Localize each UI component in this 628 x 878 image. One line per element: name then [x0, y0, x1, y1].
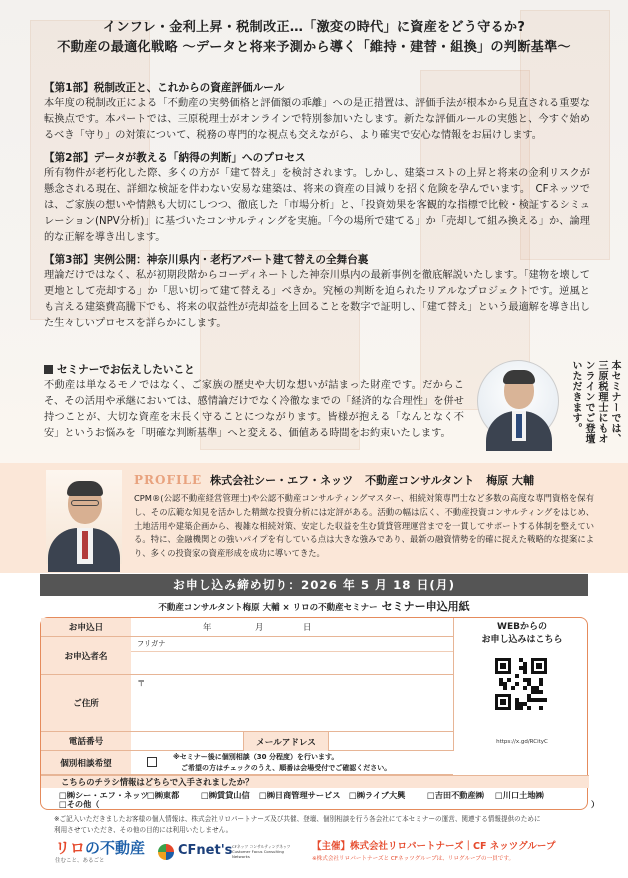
email-field[interactable]: [331, 732, 451, 751]
consult-checkbox[interactable]: [147, 757, 157, 767]
seminar-message: [44, 362, 464, 442]
source-question: こちらのチラシ情報はどちらで入手されましたか？: [41, 775, 589, 788]
source-other[interactable]: □その他（: [59, 799, 100, 809]
source-option[interactable]: □㈱日商管理サービス: [259, 790, 341, 800]
section-3-title: 【第3部】実例公開：神奈川県内・老朽アパート建て替えの全舞台裏: [44, 254, 369, 266]
cfnets-mark-icon: [158, 844, 174, 860]
form-row-date: [41, 618, 453, 637]
consultant-photo: [46, 470, 122, 564]
email-label: メールアドレス: [244, 732, 328, 751]
profile-role: 不動産コンサルタント: [365, 474, 475, 487]
section-2-text: 所有物件が老朽化した際、多くの方が「建て替え」を検討されます。しかし、建築コストの上昇と将来の金利リスクが懸念される現在、詳細な検証を伴わない安易な建築は、将来の資産の目減りを招く危険を孕んでいます。 CFネッツでは、ご家族の想いや情熱も大切にしつつ、徹底した「市場分析」と、「投資効果を客観的な指標で比較・検証するシミュレーション(NPV分析)」に基づいたコンサルティングを実施。「今の場所で建てる」か「売却して組み換える」か、論理的な正解を導き出します。: [44, 168, 590, 243]
address-label: ご住所: [41, 675, 131, 731]
web-application: [453, 618, 589, 751]
profile-heading: [134, 472, 534, 489]
headline-line2: 不動産の最適化戦略 ～データと将来予測から導く「維持・建替・組換」の判断基準～: [57, 40, 571, 55]
form-row-name: [41, 637, 453, 675]
web-title-1: WEBからの: [497, 622, 547, 632]
program-sections: [44, 80, 590, 332]
date-field[interactable]: 年 月 日: [203, 622, 312, 632]
form-row-contact: [41, 732, 453, 751]
form-row-consult: [41, 751, 453, 775]
source-option[interactable]: □㈱ライブ大興: [349, 790, 406, 800]
name-field[interactable]: [137, 652, 447, 674]
qr-url: https://x.gd/RCityC: [496, 739, 548, 745]
source-option[interactable]: □㈱シー・エフ・ネッツ: [59, 790, 149, 800]
relo-logo: リロの不動産 住むこと、あるごと: [55, 839, 146, 864]
headline-line1: インフレ・金利上昇・税制改正…「激変の時代」に資産をどう守るか?: [102, 20, 526, 35]
form-row-address: [41, 675, 453, 732]
form-title-small: 不動産コンサルタント梅原 大輔 × リロの不動産セミナー: [158, 603, 378, 613]
host-organizer: 【主催】株式会社リロパートナーズ｜CF ネッツグループ: [312, 841, 556, 852]
furigana-label: フリガナ: [137, 639, 166, 648]
qr-code-icon[interactable]: [495, 658, 547, 710]
deadline-banner: お申し込み締め切り：2026 年 5 月 18 日(月): [40, 574, 588, 596]
headline: [0, 18, 628, 58]
consult-label: 個別相談希望: [41, 751, 131, 774]
postal-mark: 〒: [137, 678, 146, 688]
section-1-text: 本年度の税制改正による「不動産の実勢価格と評価額の乖離」への是正措置は、評価手法が根本から見直される重要な転換点です。本パートでは、三原税理士がオンラインで特別参加いたします。新たな評価ルールの実態と、今すぐ始めるべき「守り」の対策について、税務の専門的な視点も交えながら、より確実で安心な情報をお届けします。: [44, 98, 590, 141]
privacy-footnote: ※ご記入いただきましたお客様の個人情報は、株式会社リロパートナーズ及び共催、登壇、個別相談を行う各会社にて本セミナーの運営、関連する情報提供のために 利用させていただき、その他の目的には利用いたしません。: [54, 815, 541, 834]
section-3-text: 理論だけではなく、私が初期段階からコーディネートした神奈川県内の最新事例を徹底解説いたします。「建物を壊して更地として売却する」か「思い切って建て替える」べきか。究極の判断を迫られたリアルなプロジェクトです。逆風とも言える建築費高騰下でも、将来の収益性が売却益を上回ることを数字で証明し、「建て替え」という最適解を導き出した生々しいプロセスを詳らかにします。: [44, 270, 590, 329]
source-option[interactable]: □㈱東都: [147, 790, 180, 800]
source-option[interactable]: □川口土地㈱: [495, 790, 544, 800]
tax-accountant-photo: [477, 360, 559, 442]
host-note: ※株式会社リロパートナーズと CFネッツグループは、リログループの一員です。: [312, 856, 515, 862]
consult-note-2: ご希望の方はチェックのうえ、順番は会場受付でご確認ください。: [181, 764, 392, 772]
profile-text: CPM®(公認不動産経営管理士)や公認不動産コンサルティングマスター、相続対策専門士など多数の高度な専門資格を保有し、その広範な知見を活かした精緻な投資分析には定評がある。活動の幅は広く、不動産投資コンサルティングをはじめ、土地活用や建築企画から、複雑な相続対策、安定した収益を生む賃貸管理運営までを一貫してサポートする体制を整えている。特に、金融機関との強いパイプを有している点は大きな強みであり、最新の融資情勢を的確に捉えた戦略的な提案により、多くの投資家の資産形成を成功に導いてきた。: [134, 493, 594, 559]
profile-section: [0, 463, 628, 573]
cfnets-logo: CFnet's CFネッツ コンサルティングネッツ Customer Focus Consulting Networks: [158, 842, 288, 872]
message-title: セミナーでお伝えしたいこと: [57, 364, 195, 376]
section-1-title: 【第1部】税制改正と、これからの資産評価ルール: [44, 82, 285, 94]
profile-label: PROFILE: [134, 473, 203, 487]
address-field[interactable]: [137, 691, 447, 731]
web-title-2: お申し込みはこちら: [481, 635, 563, 645]
section-2-title: 【第2部】データが教える「納得の判断」へのプロセス: [44, 152, 306, 164]
source-option[interactable]: □㈱賃貸山信: [201, 790, 250, 800]
date-label: お申込日: [41, 618, 131, 636]
phone-field[interactable]: [137, 732, 237, 751]
form-title: [40, 599, 588, 616]
form-title-big: セミナー申込用紙: [381, 600, 470, 613]
online-guest-note: 本セミナーでは、三原税理士にもオンラインでご登壇いただきます。: [570, 360, 620, 444]
footer: [0, 836, 628, 878]
phone-label: 電話番号: [41, 732, 131, 750]
application-form: [40, 617, 600, 810]
name-label: お申込者名: [41, 637, 131, 674]
source-other-close: ）: [591, 799, 600, 809]
message-text: 不動産は単なるモノではなく、ご家族の歴史や大切な想いが詰まった財産です。だからこそ、その活用や承継においては、感情論だけでなく冷徹なまでの「経済的な合理性」を併せ持つことが、大切な資産を末長く守ることにつながります。皆様が抱える「なんとなく不安」というお悩みを「明確な判断基準」へと変える、価値ある時間をお約束いたします。: [44, 380, 464, 439]
profile-company: 株式会社シー・エフ・ネッツ: [210, 474, 354, 487]
square-bullet-icon: [44, 365, 53, 374]
profile-name: 梅原 大輔: [486, 474, 535, 487]
source-option[interactable]: □吉田不動産㈱: [427, 790, 484, 800]
consult-note-1: ※セミナー後に個別相談（30 分程度）を行います。: [173, 753, 339, 761]
